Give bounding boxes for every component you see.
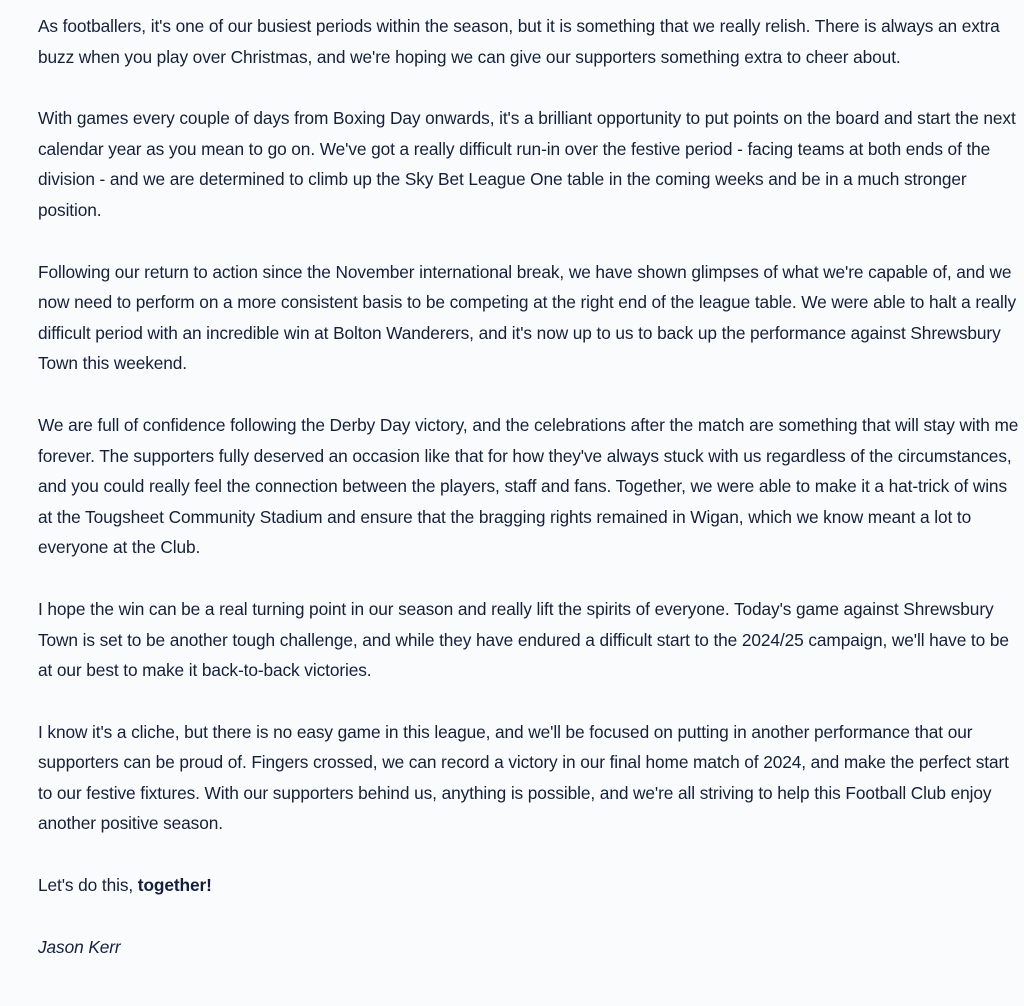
closing-emphasis: together! xyxy=(137,875,212,896)
paragraph-3: Following our return to action since the November international break, we have shown glimpses of what we're capable of, and we now need to perform on a more consistent basis to be competing at the right end of the league table. We were able to halt a really difficult period with an incredible win at Bolton Wanderers, and it's now up to us to back up the performance against Shrewsbury Town this weekend. xyxy=(38,261,1017,374)
paragraph-4: We are full of confidence following the Derby Day victory, and the celebrations after the match are something that will stay with me forever. The supporters fully deserved an occasion like that for how they've always stuck with us regardless of the circumstances, and you could really feel the connection between the players, staff and fans. Together, we were able to make it a hat-trick of wins at the Tougsheet Community Stadium and ensure that the bragging rights remained in Wigan, which we know meant a lot to everyone at the Club. xyxy=(38,414,1019,558)
paragraph-1: As footballers, it's one of our busiest periods within the season, but it is something that we really relish. There is always an extra buzz when you play over Christmas, and we're hoping we can give our supporters something extra to cheer about. xyxy=(38,16,1000,67)
closing-prefix: Let's do this, xyxy=(38,875,138,896)
author-signature: Jason Kerr xyxy=(38,936,121,957)
paragraph-6: I know it's a cliche, but there is no easy game in this league, and we'll be focused on putting in another performance that our supporters can be proud of. Fingers crossed, we can record a victory in our final home match of 2024, and make the perfect start to our festive fixtures. With our supporters behind us, anything is possible, and we're all striving to help this Football Club enjoy another positive season. xyxy=(38,721,1009,834)
paragraph-2: With games every couple of days from Boxing Day onwards, it's a brilliant opportunity to put points on the board and start the next calendar year as you mean to go on. We've got a really difficult run-in over the festive period - facing teams at both ends of the division - and we are determined to climb up the Sky Bet League One table in the coming weeks and be in a much stronger position. xyxy=(38,108,1016,220)
closing-line xyxy=(38,870,1024,901)
paragraph-5: I hope the win can be a real turning point in our season and really lift the spirits of everyone. Today's game against Shrewsbury Town is set to be another tough challenge, and while they have endured a difficult start to the 2024/25 campaign, we'll have to be at our best to make it back-to-back victories. xyxy=(38,598,1009,681)
